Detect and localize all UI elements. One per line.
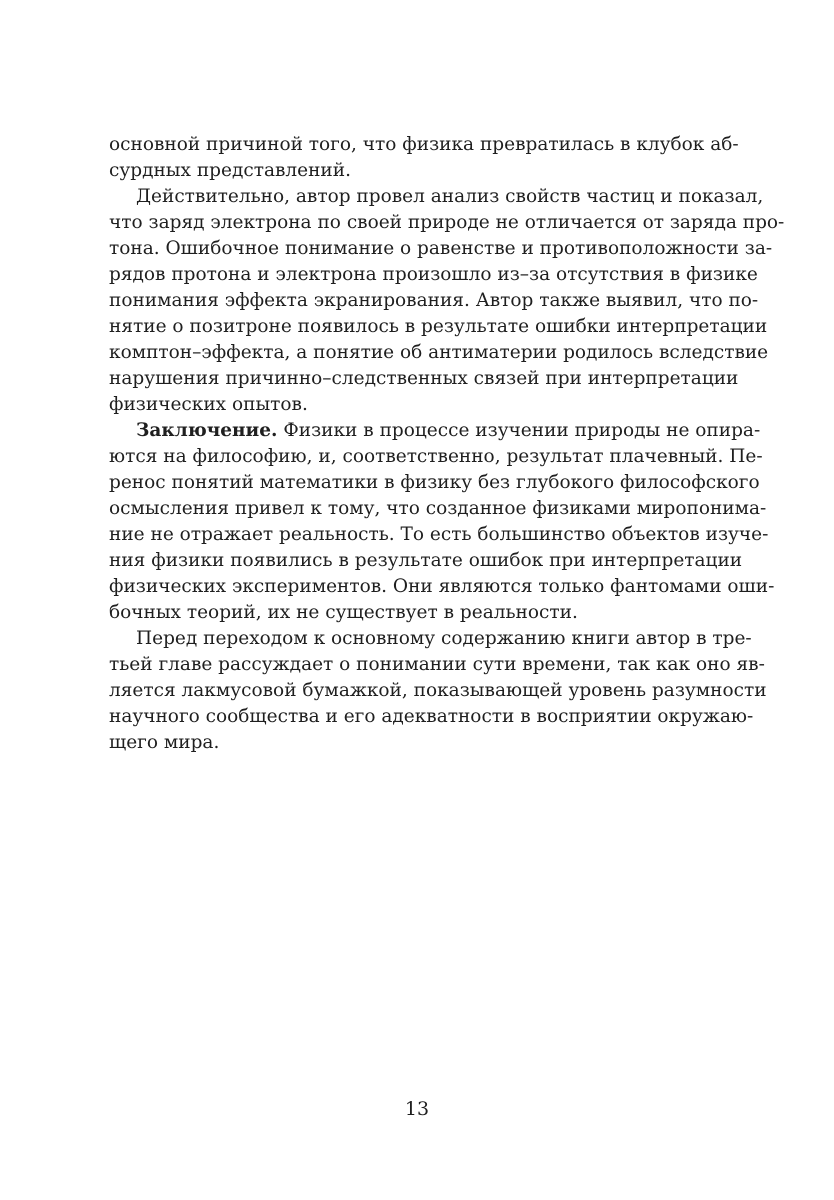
text-line: ния физики появились в результате ошибок при интерпретации	[109, 550, 743, 571]
text-line: ются на философию, и, соответственно, результат плачевный. Пе-	[109, 446, 763, 467]
text-line: щего мира.	[109, 732, 220, 753]
conclusion-heading: Заключение.	[136, 420, 278, 441]
text-line: нарушения причинно–следственных связей при интерпретации	[109, 368, 739, 389]
text-line: что заряд электрона по своей природе не отличается от заряда про-	[109, 212, 785, 233]
paragraph-time-chapter	[109, 626, 767, 756]
paragraph-particles-analysis	[109, 184, 785, 418]
paragraph-continuation	[109, 132, 739, 184]
text-line: Действительно, автор провел анализ свойств частиц и показал,	[136, 186, 764, 207]
text-line: рядов протона и электрона произошло из–за отсутствия в физике	[109, 264, 758, 285]
text-line: нятие о позитроне появилось в результате ошибки интерпретации	[109, 316, 768, 337]
text-line: ляется лакмусовой бумажкой, показывающей уровень разумности	[109, 680, 767, 701]
text-line: осмысления привел к тому, что созданное физиками миропонима-	[109, 498, 767, 519]
text-line: бочных теорий, их не существует в реальности.	[109, 602, 578, 623]
text-line: ренос понятий математики в физику без глубокого философского	[109, 472, 760, 493]
text-line: сурдных представлений.	[109, 160, 351, 181]
page-number: 13	[404, 1098, 430, 1120]
paragraph-conclusion	[109, 418, 775, 626]
text-line: основной причиной того, что физика превратилась в клубок аб-	[109, 134, 739, 155]
text-line: физических опытов.	[109, 394, 308, 415]
text-line: тьей главе рассуждает о понимании сути времени, так как оно яв-	[109, 654, 765, 675]
text-line: научного сообщества и его адекватности в восприятии окружаю-	[109, 706, 754, 727]
text-line: комптон–эффекта, а понятие об антиматерии родилось вследствие	[109, 342, 769, 363]
text-line	[109, 418, 761, 444]
text-line: тона. Ошибочное понимание о равенстве и противоположности за-	[109, 238, 773, 259]
body-text	[109, 132, 785, 756]
text-line: Перед переходом к основному содержанию книги автор в тре-	[136, 628, 752, 649]
text-line: ние не отражает реальность. То есть большинство объектов изуче-	[109, 524, 769, 545]
text-line: понимания эффекта экранирования. Автор также выявил, что по-	[109, 290, 759, 311]
conclusion-first-line: Физики в процессе изучении природы не опира-	[283, 420, 761, 441]
text-line: физических экспериментов. Они являются только фантомами оши-	[109, 576, 775, 597]
